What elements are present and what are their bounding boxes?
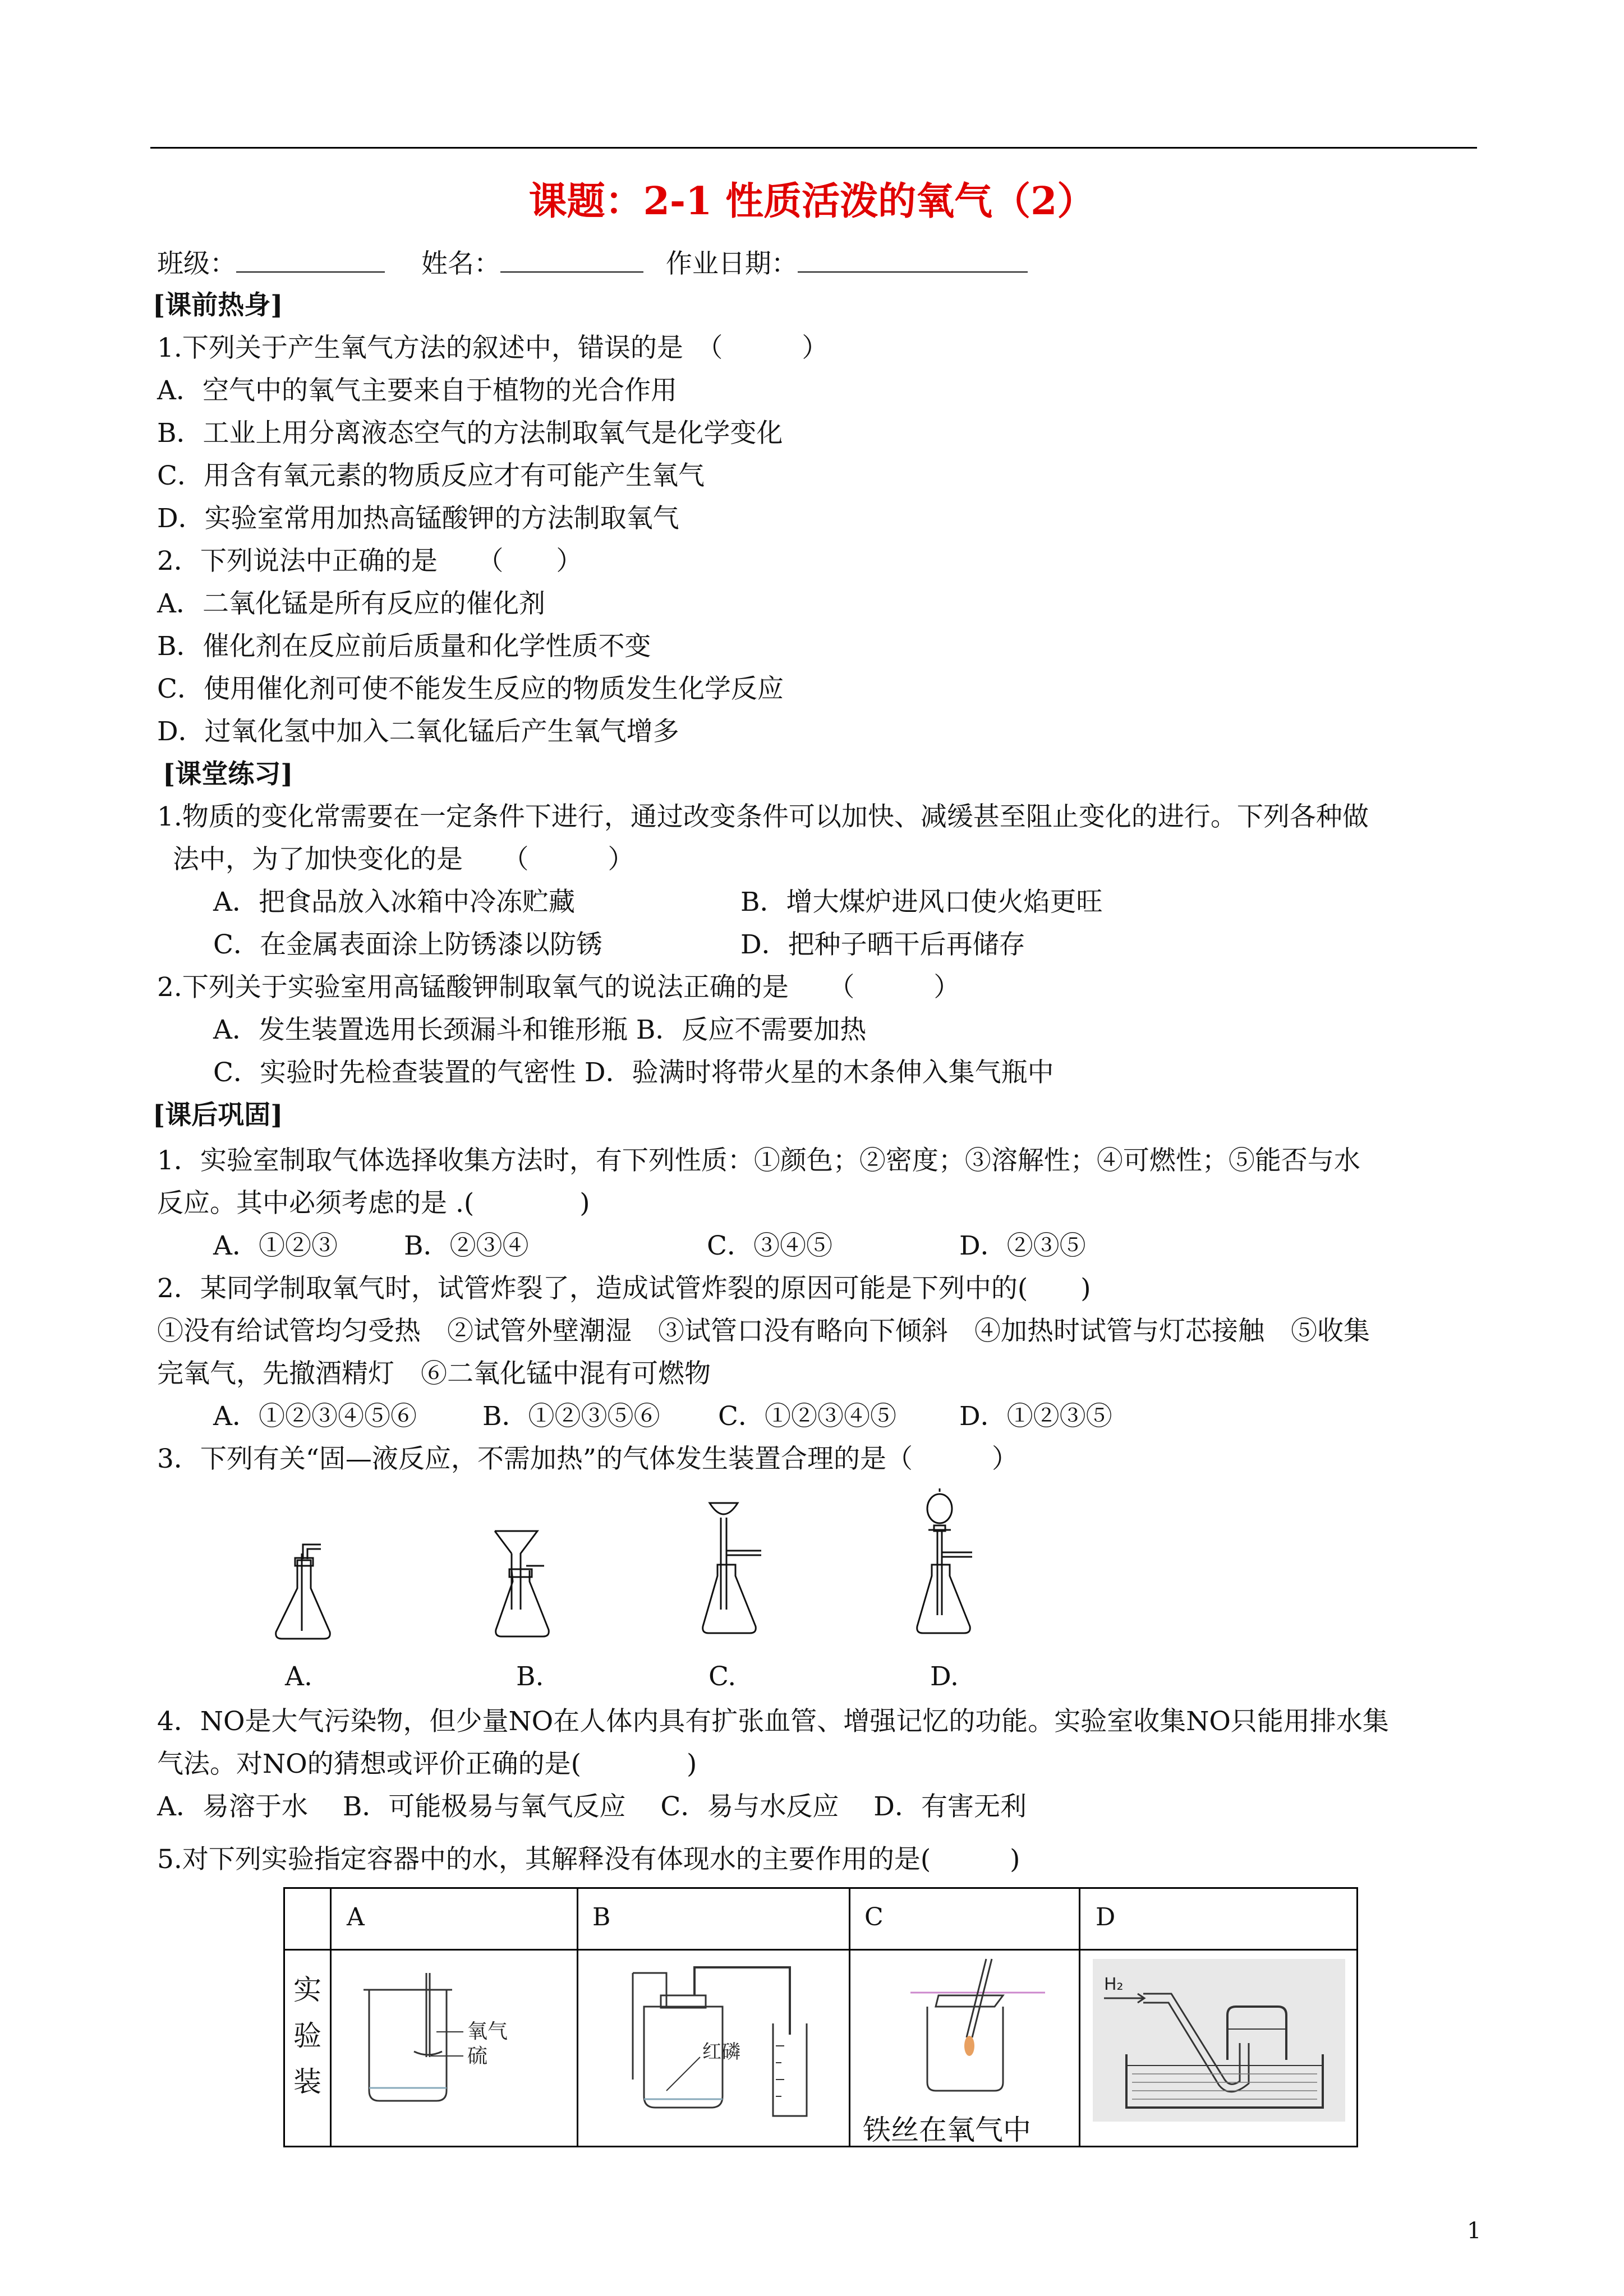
question-text: 气法。对NO的猜想或评价正确的是( ): [157, 1749, 697, 1779]
section-heading-review: [课后巩固]: [153, 1100, 283, 1131]
option-text: D．实验室常用加热高锰酸钾的方法制取氧气: [157, 503, 679, 534]
table-header-b: B: [592, 1903, 611, 1931]
apparatus-a-figure: [269, 1537, 348, 1649]
option-text: A．①②③④⑤⑥: [213, 1401, 417, 1432]
table-divider: [849, 1889, 850, 2146]
question-text: 3．下列有关“固—液反应，不需加热”的气体发生装置合理的是（ ）: [157, 1444, 1018, 1474]
class-label: 班级：: [157, 248, 236, 279]
sulfur-label: 硫: [467, 2045, 488, 2068]
section-heading-warmup: [课前热身]: [153, 290, 283, 321]
option-text: B．工业上用分离液态空气的方法制取氧气是化学变化: [157, 418, 783, 449]
name-blank[interactable]: [500, 247, 643, 273]
hydrogen-label: H₂: [1104, 1975, 1124, 1994]
table-divider: [577, 1889, 578, 2146]
option-text: D．过氧化氢中加入二氧化锰后产生氧气增多: [157, 716, 679, 747]
table-divider: [330, 1889, 332, 2146]
table-divider: [285, 1949, 1356, 1951]
apparatus-label: A.: [285, 1661, 312, 1692]
iron-wire-caption: 铁丝在氧气中: [863, 2114, 1031, 2146]
option-text: D．①②③⑤: [959, 1401, 1112, 1432]
option-text: C．③④⑤: [707, 1230, 832, 1261]
date-label: 作业日期：: [665, 248, 798, 279]
apparatus-b-figure: [488, 1520, 567, 1649]
option-text: D．把种子晒干后再储存: [740, 929, 1025, 960]
section-heading-classwork: [课堂练习]: [163, 759, 293, 790]
question-text: ①没有给试管均匀受热 ②试管外壁潮湿 ③试管口没有略向下倾斜 ④加热时试管与灯芯接触 ⑤收集: [157, 1316, 1370, 1347]
option-text: A．易溶于水 B．可能极易与氧气反应 C．易与水反应 D．有害无利: [157, 1791, 1027, 1822]
option-text: B．催化剂在反应前后质量和化学性质不变: [157, 631, 651, 662]
option-text: A．把食品放入冰箱中冷冻贮藏: [213, 887, 575, 918]
option-text: A．空气中的氧气主要来自于植物的光合作用: [157, 375, 677, 406]
red-phosphorus-label: 红磷: [702, 2041, 740, 2063]
question-text: 1．实验室制取气体选择收集方法时，有下列性质：①颜色；②密度；③溶解性；④可燃性；⑤能否与水: [157, 1145, 1360, 1176]
option-text: A．二氧化锰是所有反应的催化剂: [157, 588, 545, 619]
option-text: A．①②③: [213, 1230, 338, 1261]
option-text: D．②③⑤: [959, 1230, 1086, 1261]
sulfur-burning-figure: [358, 1967, 571, 2113]
experiment-table: [283, 1887, 1358, 2147]
table-header-a: A: [347, 1903, 365, 1931]
option-text: B．②③④: [404, 1230, 529, 1261]
page-number: 1: [1467, 2218, 1482, 2244]
question-text: 完氧气，先撤酒精灯 ⑥二氧化锰中混有可燃物: [157, 1358, 711, 1389]
apparatus-c-figure: [698, 1492, 783, 1649]
iron-wire-figure: [882, 1953, 1062, 2094]
question-text: 2．某同学制取氧气时，试管炸裂了，造成试管炸裂的原因可能是下列中的( ): [157, 1273, 1091, 1304]
row-label: 实: [293, 1974, 321, 2006]
header-rule: [150, 147, 1477, 149]
option-text: C．在金属表面涂上防锈漆以防锈: [213, 929, 602, 960]
row-label: 装: [293, 2066, 321, 2098]
oxygen-label: 氧气: [467, 2020, 508, 2043]
apparatus-label: C.: [709, 1661, 737, 1692]
option-text: B．增大煤炉进风口使火焰更旺: [740, 887, 1103, 918]
option-text: C．用含有氧元素的物质反应才有可能产生氧气: [157, 460, 705, 491]
page-title: 课题：2-1 性质活泼的氧气（2）: [528, 179, 1096, 224]
option-text: A．发生装置选用长颈漏斗和锥形瓶 B．反应不需要加热: [213, 1015, 867, 1045]
question-text: 5.对下列实验指定容器中的水，其解释没有体现水的主要作用的是( ): [157, 1844, 1020, 1875]
apparatus-d-figure: [912, 1486, 996, 1649]
table-header-c: C: [864, 1903, 884, 1931]
red-phosphorus-figure: [610, 1956, 840, 2124]
question-text: 法中，为了加快变化的是 （ ）: [173, 844, 634, 875]
question-text: 2.下列关于实验室用高锰酸钾制取氧气的说法正确的是 （ ）: [157, 972, 960, 1003]
question-text: 2．下列说法中正确的是 （ ）: [157, 546, 583, 577]
date-blank[interactable]: [798, 247, 1028, 273]
question-text: 反应。其中必须考虑的是 .( ): [157, 1188, 590, 1219]
option-text: C．①②③④⑤: [718, 1401, 896, 1432]
apparatus-label: D.: [930, 1661, 959, 1692]
question-text: 1.物质的变化常需要在一定条件下进行，通过改变条件可以加快、减缓甚至阻止变化的进行。下列各种做: [157, 801, 1369, 832]
header-fields: [157, 247, 1028, 281]
name-label: 姓名：: [421, 248, 500, 279]
table-header-d: D: [1096, 1903, 1116, 1931]
option-text: C．使用催化剂可使不能发生反应的物质发生化学反应: [157, 674, 784, 704]
class-blank[interactable]: [236, 247, 385, 273]
table-divider: [1079, 1889, 1080, 2146]
question-text: 4．NO是大气污染物，但少量NO在人体内具有扩张血管、增强记忆的功能。实验室收集NO只能用排水集: [157, 1706, 1389, 1737]
row-label: 验: [293, 2020, 321, 2052]
apparatus-label: B.: [516, 1661, 544, 1692]
question-text: 1.下列关于产生氧气方法的叙述中，错误的是 （ ）: [157, 333, 829, 363]
option-text: C．实验时先检查装置的气密性 D．验满时将带火星的木条伸入集气瓶中: [213, 1057, 1054, 1088]
hydrogen-collection-figure: [1093, 1959, 1345, 2122]
option-text: B．①②③⑤⑥: [482, 1401, 660, 1432]
